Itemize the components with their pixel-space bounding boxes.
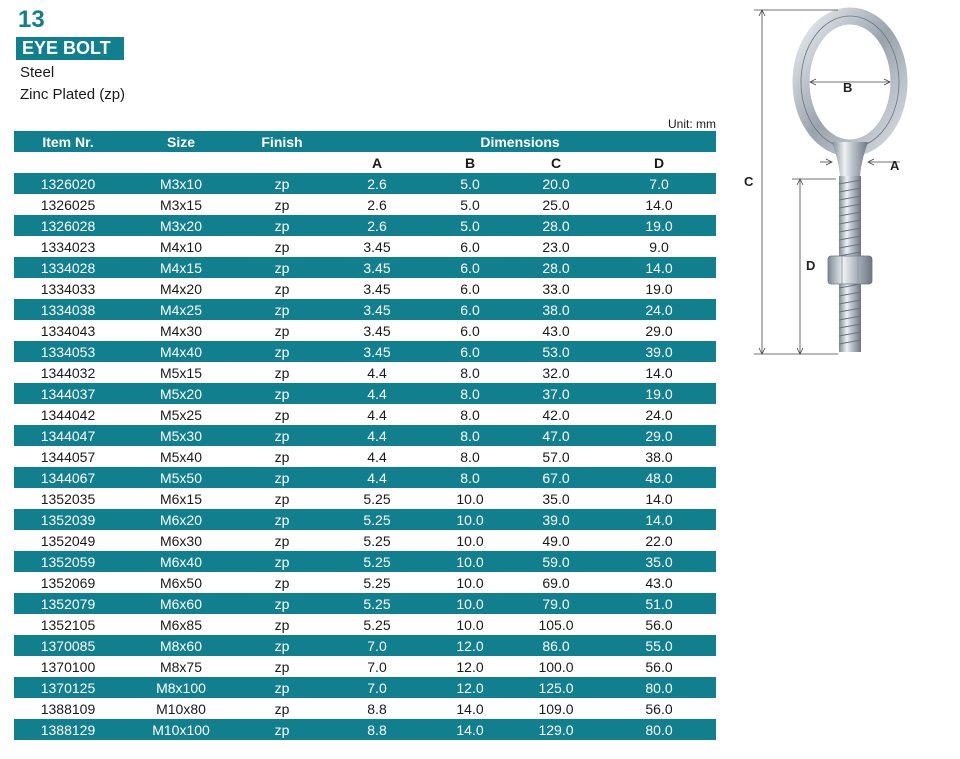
cell-size: M10x80 <box>122 698 240 719</box>
cell-dim-c: 49.0 <box>510 530 602 551</box>
header-dim-a: A <box>324 152 430 173</box>
cell-finish: zp <box>240 509 324 530</box>
table-row <box>14 467 716 488</box>
cell-size: M6x60 <box>122 593 240 614</box>
cell-dim-b: 8.0 <box>430 425 510 446</box>
cell-dim-c: 23.0 <box>510 236 602 257</box>
table-row <box>14 593 716 614</box>
cell-item: 1344047 <box>14 425 122 446</box>
cell-dim-c: 37.0 <box>510 383 602 404</box>
cell-item: 1388129 <box>14 719 122 740</box>
cell-item: 1334028 <box>14 257 122 278</box>
cell-dim-d: 19.0 <box>602 383 716 404</box>
table-row <box>14 719 716 740</box>
table-row <box>14 194 716 215</box>
table-row <box>14 446 716 467</box>
header-dim-b: B <box>430 152 510 173</box>
eye-bolt-illustration <box>740 4 955 364</box>
cell-dim-a: 5.25 <box>324 614 430 635</box>
cell-dim-b: 8.0 <box>430 362 510 383</box>
cell-item: 1344057 <box>14 446 122 467</box>
cell-dim-b: 6.0 <box>430 278 510 299</box>
table-row <box>14 236 716 257</box>
cell-dim-d: 55.0 <box>602 635 716 656</box>
cell-dim-c: 69.0 <box>510 572 602 593</box>
cell-item: 1352049 <box>14 530 122 551</box>
cell-dim-d: 38.0 <box>602 446 716 467</box>
cell-dim-c: 35.0 <box>510 488 602 509</box>
cell-dim-d: 39.0 <box>602 341 716 362</box>
table-row <box>14 404 716 425</box>
cell-finish: zp <box>240 467 324 488</box>
cell-dim-b: 5.0 <box>430 194 510 215</box>
table-row <box>14 698 716 719</box>
cell-dim-b: 8.0 <box>430 446 510 467</box>
page-number: 13 <box>18 6 45 33</box>
cell-item: 1334043 <box>14 320 122 341</box>
table-row <box>14 488 716 509</box>
table-row <box>14 299 716 320</box>
cell-size: M4x20 <box>122 278 240 299</box>
cell-dim-b: 6.0 <box>430 299 510 320</box>
cell-finish: zp <box>240 257 324 278</box>
cell-finish: zp <box>240 320 324 341</box>
spec-table <box>14 131 716 740</box>
cell-dim-b: 10.0 <box>430 530 510 551</box>
cell-dim-d: 29.0 <box>602 425 716 446</box>
cell-size: M8x75 <box>122 656 240 677</box>
cell-size: M3x10 <box>122 173 240 194</box>
cell-dim-b: 10.0 <box>430 593 510 614</box>
cell-size: M6x85 <box>122 614 240 635</box>
cell-size: M5x30 <box>122 425 240 446</box>
cell-dim-c: 43.0 <box>510 320 602 341</box>
cell-size: M4x10 <box>122 236 240 257</box>
cell-dim-c: 57.0 <box>510 446 602 467</box>
cell-item: 1370085 <box>14 635 122 656</box>
cell-dim-a: 7.0 <box>324 677 430 698</box>
cell-dim-c: 25.0 <box>510 194 602 215</box>
cell-item: 1352079 <box>14 593 122 614</box>
cell-dim-a: 5.25 <box>324 530 430 551</box>
cell-dim-a: 7.0 <box>324 656 430 677</box>
cell-dim-c: 28.0 <box>510 257 602 278</box>
cell-dim-a: 5.25 <box>324 572 430 593</box>
cell-dim-b: 10.0 <box>430 509 510 530</box>
cell-finish: zp <box>240 362 324 383</box>
cell-finish: zp <box>240 194 324 215</box>
table-row <box>14 173 716 194</box>
cell-finish: zp <box>240 593 324 614</box>
label-b: B <box>843 80 853 95</box>
cell-dim-b: 10.0 <box>430 488 510 509</box>
cell-item: 1344037 <box>14 383 122 404</box>
cell-item: 1344042 <box>14 404 122 425</box>
cell-size: M3x15 <box>122 194 240 215</box>
cell-item: 1334033 <box>14 278 122 299</box>
cell-dim-c: 38.0 <box>510 299 602 320</box>
table-row <box>14 341 716 362</box>
cell-finish: zp <box>240 299 324 320</box>
cell-size: M3x20 <box>122 215 240 236</box>
cell-dim-a: 2.6 <box>324 173 430 194</box>
cell-dim-b: 8.0 <box>430 404 510 425</box>
cell-finish: zp <box>240 572 324 593</box>
cell-dim-c: 86.0 <box>510 635 602 656</box>
cell-dim-a: 2.6 <box>324 215 430 236</box>
cell-dim-b: 12.0 <box>430 656 510 677</box>
cell-dim-a: 3.45 <box>324 320 430 341</box>
cell-dim-d: 24.0 <box>602 404 716 425</box>
cell-finish: zp <box>240 635 324 656</box>
table-row <box>14 572 716 593</box>
table-subheader-row <box>14 152 716 173</box>
cell-item: 1370100 <box>14 656 122 677</box>
label-a: A <box>890 158 900 173</box>
cell-size: M6x15 <box>122 488 240 509</box>
cell-dim-d: 22.0 <box>602 530 716 551</box>
cell-size: M8x60 <box>122 635 240 656</box>
cell-dim-b: 6.0 <box>430 320 510 341</box>
table-row <box>14 320 716 341</box>
cell-item: 1352059 <box>14 551 122 572</box>
cell-item: 1352105 <box>14 614 122 635</box>
cell-size: M6x30 <box>122 530 240 551</box>
cell-dim-d: 80.0 <box>602 677 716 698</box>
cell-item: 1370125 <box>14 677 122 698</box>
cell-dim-c: 100.0 <box>510 656 602 677</box>
cell-item: 1352039 <box>14 509 122 530</box>
cell-dim-b: 14.0 <box>430 698 510 719</box>
cell-dim-c: 28.0 <box>510 215 602 236</box>
cell-dim-d: 56.0 <box>602 656 716 677</box>
cell-size: M5x40 <box>122 446 240 467</box>
header-size: Size <box>122 131 240 152</box>
cell-dim-b: 14.0 <box>430 719 510 740</box>
cell-dim-b: 12.0 <box>430 635 510 656</box>
cell-dim-c: 79.0 <box>510 593 602 614</box>
cell-dim-d: 43.0 <box>602 572 716 593</box>
cell-dim-d: 24.0 <box>602 299 716 320</box>
cell-dim-a: 5.25 <box>324 488 430 509</box>
cell-size: M8x100 <box>122 677 240 698</box>
cell-item: 1326025 <box>14 194 122 215</box>
cell-finish: zp <box>240 383 324 404</box>
cell-finish: zp <box>240 425 324 446</box>
cell-dim-a: 7.0 <box>324 635 430 656</box>
cell-item: 1352035 <box>14 488 122 509</box>
cell-dim-d: 56.0 <box>602 698 716 719</box>
cell-finish: zp <box>240 173 324 194</box>
cell-dim-a: 3.45 <box>324 236 430 257</box>
cell-dim-a: 3.45 <box>324 341 430 362</box>
cell-dim-b: 10.0 <box>430 614 510 635</box>
header-dim-d: D <box>602 152 716 173</box>
cell-size: M6x20 <box>122 509 240 530</box>
cell-dim-b: 6.0 <box>430 236 510 257</box>
cell-finish: zp <box>240 236 324 257</box>
cell-finish: zp <box>240 404 324 425</box>
cell-dim-a: 5.25 <box>324 593 430 614</box>
cell-size: M4x15 <box>122 257 240 278</box>
cell-dim-d: 14.0 <box>602 488 716 509</box>
cell-finish: zp <box>240 215 324 236</box>
cell-dim-a: 3.45 <box>324 299 430 320</box>
cell-dim-d: 14.0 <box>602 194 716 215</box>
cell-dim-a: 4.4 <box>324 467 430 488</box>
label-d: D <box>806 258 816 273</box>
cell-finish: zp <box>240 446 324 467</box>
cell-dim-b: 5.0 <box>430 173 510 194</box>
cell-dim-b: 8.0 <box>430 383 510 404</box>
cell-size: M5x25 <box>122 404 240 425</box>
cell-item: 1344032 <box>14 362 122 383</box>
cell-dim-c: 125.0 <box>510 677 602 698</box>
cell-dim-b: 5.0 <box>430 215 510 236</box>
cell-dim-b: 8.0 <box>430 467 510 488</box>
table-row <box>14 635 716 656</box>
cell-dim-a: 4.4 <box>324 425 430 446</box>
cell-dim-d: 14.0 <box>602 509 716 530</box>
cell-dim-d: 9.0 <box>602 236 716 257</box>
cell-size: M6x40 <box>122 551 240 572</box>
table-row <box>14 551 716 572</box>
table-row <box>14 425 716 446</box>
cell-item: 1326020 <box>14 173 122 194</box>
cell-dim-d: 80.0 <box>602 719 716 740</box>
header-finish: Finish <box>240 131 324 152</box>
cell-size: M4x25 <box>122 299 240 320</box>
cell-dim-c: 32.0 <box>510 362 602 383</box>
cell-size: M6x50 <box>122 572 240 593</box>
label-c: C <box>744 174 754 189</box>
cell-finish: zp <box>240 341 324 362</box>
finish-note: Zinc Plated (zp) <box>20 86 126 103</box>
cell-finish: zp <box>240 614 324 635</box>
cell-dim-d: 48.0 <box>602 467 716 488</box>
cell-item: 1352069 <box>14 572 122 593</box>
cell-dim-c: 39.0 <box>510 509 602 530</box>
material-text: Steel <box>20 64 55 81</box>
cell-item: 1334023 <box>14 236 122 257</box>
table-row <box>14 383 716 404</box>
cell-dim-d: 35.0 <box>602 551 716 572</box>
cell-dim-d: 19.0 <box>602 215 716 236</box>
header-dimensions: Dimensions <box>324 131 716 152</box>
cell-dim-c: 47.0 <box>510 425 602 446</box>
cell-dim-d: 56.0 <box>602 614 716 635</box>
cell-finish: zp <box>240 530 324 551</box>
cell-dim-d: 51.0 <box>602 593 716 614</box>
cell-dim-d: 19.0 <box>602 278 716 299</box>
cell-dim-a: 4.4 <box>324 404 430 425</box>
table-row <box>14 278 716 299</box>
table-row <box>14 656 716 677</box>
cell-dim-c: 33.0 <box>510 278 602 299</box>
header-item: Item Nr. <box>14 131 122 152</box>
cell-dim-c: 42.0 <box>510 404 602 425</box>
cell-dim-a: 5.25 <box>324 509 430 530</box>
cell-dim-a: 4.4 <box>324 383 430 404</box>
cell-item: 1334053 <box>14 341 122 362</box>
cell-dim-a: 8.8 <box>324 719 430 740</box>
cell-size: M4x40 <box>122 341 240 362</box>
cell-dim-b: 12.0 <box>430 677 510 698</box>
table-row <box>14 215 716 236</box>
cell-item: 1334038 <box>14 299 122 320</box>
table-body <box>14 173 716 740</box>
cell-finish: zp <box>240 551 324 572</box>
cell-dim-a: 3.45 <box>324 278 430 299</box>
header-dim-c: C <box>510 152 602 173</box>
cell-dim-b: 10.0 <box>430 572 510 593</box>
cell-dim-d: 14.0 <box>602 362 716 383</box>
table-header-row <box>14 131 716 152</box>
cell-dim-c: 109.0 <box>510 698 602 719</box>
cell-finish: zp <box>240 278 324 299</box>
cell-dim-c: 67.0 <box>510 467 602 488</box>
cell-size: M5x20 <box>122 383 240 404</box>
cell-finish: zp <box>240 698 324 719</box>
cell-size: M10x100 <box>122 719 240 740</box>
cell-dim-a: 5.25 <box>324 551 430 572</box>
cell-finish: zp <box>240 656 324 677</box>
cell-size: M5x50 <box>122 467 240 488</box>
cell-dim-b: 6.0 <box>430 341 510 362</box>
cell-dim-a: 4.4 <box>324 446 430 467</box>
table-row <box>14 677 716 698</box>
cell-dim-a: 8.8 <box>324 698 430 719</box>
cell-finish: zp <box>240 677 324 698</box>
table-row <box>14 530 716 551</box>
table-row <box>14 257 716 278</box>
cell-dim-d: 7.0 <box>602 173 716 194</box>
cell-item: 1344067 <box>14 467 122 488</box>
cell-dim-b: 10.0 <box>430 551 510 572</box>
table-row <box>14 614 716 635</box>
product-title: EYE BOLT <box>16 37 124 60</box>
cell-dim-b: 6.0 <box>430 257 510 278</box>
cell-size: M5x15 <box>122 362 240 383</box>
cell-dim-d: 14.0 <box>602 257 716 278</box>
cell-dim-a: 4.4 <box>324 362 430 383</box>
cell-size: M4x30 <box>122 320 240 341</box>
cell-dim-a: 3.45 <box>324 257 430 278</box>
cell-dim-c: 53.0 <box>510 341 602 362</box>
cell-dim-d: 29.0 <box>602 320 716 341</box>
cell-finish: zp <box>240 719 324 740</box>
cell-dim-c: 20.0 <box>510 173 602 194</box>
cell-dim-c: 129.0 <box>510 719 602 740</box>
cell-finish: zp <box>240 488 324 509</box>
table-row <box>14 362 716 383</box>
unit-label: Unit: mm <box>668 117 716 131</box>
cell-dim-a: 2.6 <box>324 194 430 215</box>
cell-dim-c: 105.0 <box>510 614 602 635</box>
cell-item: 1388109 <box>14 698 122 719</box>
cell-dim-c: 59.0 <box>510 551 602 572</box>
table-row <box>14 509 716 530</box>
cell-item: 1326028 <box>14 215 122 236</box>
